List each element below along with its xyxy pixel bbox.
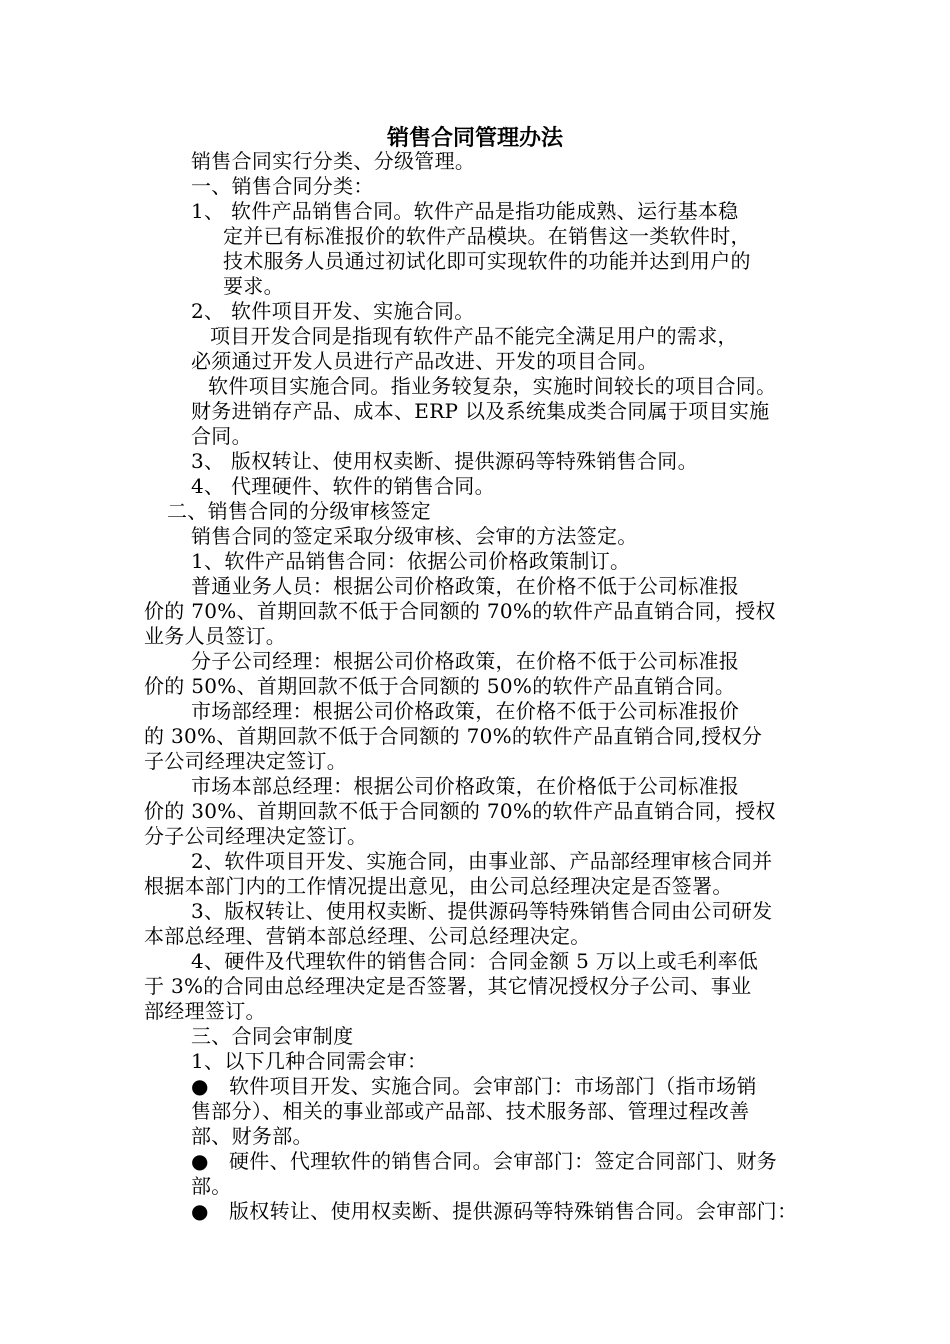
text-line: 价的 70%、首期回款不低于合同额的 70%的软件产品直销合同，授权: [144, 599, 776, 623]
section-heading: 三、合同会审制度: [191, 1024, 354, 1048]
text-line: 销售合同实行分类、分级管理。: [191, 149, 476, 173]
bullet-icon: ●: [191, 1199, 209, 1223]
text-line: 分子公司经理：根据公司价格政策，在价格不低于公司标准报: [191, 649, 740, 673]
text-line: 软件项目实施合同。指业务较复杂，实施时间较长的项目合同。: [208, 374, 777, 398]
text-line: 部经理签订。: [144, 999, 266, 1023]
text-line: 的 30%、首期回款不低于合同额的 70%的软件产品直销合同,授权分: [144, 724, 763, 748]
bullet-item: [191, 1199, 797, 1224]
text-line: 部。: [191, 1174, 232, 1198]
page-title: 销售合同管理办法: [386, 125, 563, 151]
bullet-text: 版权转让、使用权卖断、提供源码等特殊销售合同。会审部门：: [229, 1199, 798, 1223]
text-line: 部、财务部。: [191, 1124, 313, 1148]
text-line: 业务人员签订。: [144, 624, 287, 648]
text-line: 1、软件产品销售合同：依据公司价格政策制订。: [191, 549, 631, 573]
bullet-item: [191, 1149, 777, 1174]
text-line: 4、硬件及代理软件的销售合同：合同金额 5 万以上或毛利率低: [191, 949, 759, 973]
text-line: 普通业务人员：根据公司价格政策，在价格不低于公司标准报: [191, 574, 740, 598]
bullet-icon: ●: [191, 1074, 209, 1098]
text-line: 3、版权转让、使用权卖断、提供源码等特殊销售合同由公司研发: [191, 899, 773, 923]
section-heading: 一、销售合同分类：: [191, 174, 374, 198]
list-item: 3、 版权转让、使用权卖断、提供源码等特殊销售合同。: [191, 449, 698, 473]
text-line: 于 3%的合同由总经理决定是否签署，其它情况授权分子公司、事业: [144, 974, 752, 998]
text-line: 1、以下几种合同需会审：: [191, 1049, 428, 1073]
list-item: 2、 软件项目开发、实施合同。: [191, 299, 475, 323]
list-item: 1、 软件产品销售合同。软件产品是指功能成熟、运行基本稳: [191, 199, 739, 223]
section-heading: 二、销售合同的分级审核签定: [167, 499, 431, 523]
text-line: 市场本部总经理：根据公司价格政策，在价格低于公司标准报: [191, 774, 740, 798]
text-line: 售部分）、相关的事业部或产品部、技术服务部、管理过程改善: [191, 1099, 750, 1123]
text-line: 合同。: [191, 424, 252, 448]
text-line: 2、软件项目开发、实施合同，由事业部、产品部经理审核合同并: [191, 849, 773, 873]
text-line: 技术服务人员通过初试化即可实现软件的功能并达到用户的: [223, 249, 751, 273]
text-line: 价的 50%、首期回款不低于合同额的 50%的软件产品直销合同。: [144, 674, 736, 698]
bullet-text: 软件项目开发、实施合同。会审部门：市场部门（指市场销: [229, 1074, 757, 1098]
text-line: 价的 30%、首期回款不低于合同额的 70%的软件产品直销合同，授权: [144, 799, 776, 823]
bullet-text: 硬件、代理软件的销售合同。会审部门：签定合同部门、财务: [229, 1149, 778, 1173]
text-line: 项目开发合同是指现有软件产品不能完全满足用户的需求，: [210, 324, 738, 348]
text-line: 市场部经理：根据公司价格政策，在价格不低于公司标准报价: [191, 699, 740, 723]
text-line: 财务进销存产品、成本、ERP 以及系统集成类合同属于项目实施: [191, 399, 770, 423]
text-line: 本部总经理、营销本部总经理、公司总经理决定。: [144, 924, 591, 948]
bullet-icon: ●: [191, 1149, 209, 1173]
text-line: 分子公司经理决定签订。: [144, 824, 368, 848]
text-line: 子公司经理决定签订。: [144, 749, 347, 773]
text-line: 根据本部门内的工作情况提出意见，由公司总经理决定是否签署。: [144, 874, 733, 898]
bullet-item: [191, 1074, 757, 1099]
text-line: 销售合同的签定采取分级审核、会审的方法签定。: [191, 524, 638, 548]
list-item: 4、 代理硬件、软件的销售合同。: [191, 474, 495, 498]
text-line: 要求。: [223, 274, 284, 298]
text-line: 必须通过开发人员进行产品改进、开发的项目合同。: [191, 349, 658, 373]
text-line: 定并已有标准报价的软件产品模块。在销售这一类软件时，: [223, 224, 751, 248]
